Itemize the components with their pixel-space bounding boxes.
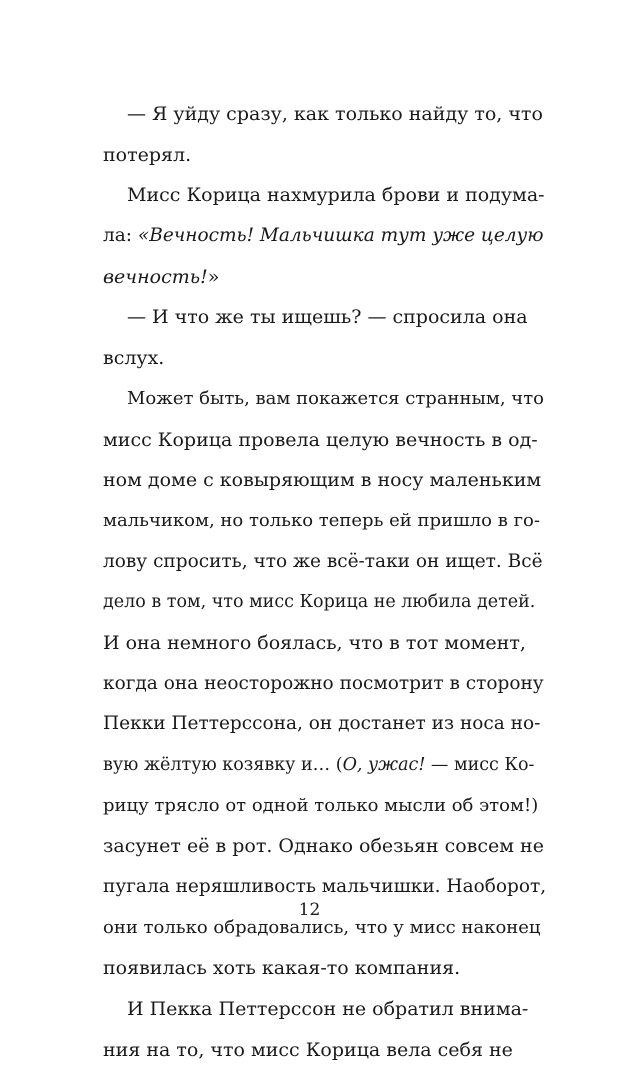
text-line: Мисс Корица нахмурила брови и подума- [127,184,545,207]
text-line [103,257,546,298]
text-line: дело в том, что мисс Корица не любила детей. [103,592,536,613]
text-line: Может быть, вам покажется странным, что [127,387,545,409]
text-line: мисс Корица провела целую вечность в од- [103,428,538,451]
text-line: они только обрадовались, что у мисс наконец [103,916,541,938]
text-line: потерял. [103,143,192,166]
text-line: когда она неосторожно посмотрит в сторону [103,672,544,694]
text-line: мальчиком, но только теперь ей пришло в го- [103,509,540,531]
text-line: ном доме с ковыряющим в носу маленьким [103,469,542,492]
text-fragment: ла: [103,225,138,247]
text-line: лову спросить, что же всё-таки он ищет. Всё [103,550,543,572]
italic-exclamation: О, ужас! [342,755,426,775]
text-line: ния на то, что мисс Корица вела себя не [103,1038,513,1061]
text-line: Пекки Петтерссона, он достанет из носа но- [103,713,541,735]
text-line: появилась хоть какая-то компания. [103,957,461,980]
text-fragment: вую жёлтую козявку и… ( [103,755,343,775]
text-line: И она немного боялась, что в тот момент, [103,631,526,654]
text-line: засунет её в рот. Однако обезьян совсем не [103,835,544,858]
text-line: — И что же ты ищешь? — спросила она [127,306,528,329]
body-text [103,94,546,1071]
text-line: рицу трясло от одной только мысли об этом!) [103,794,539,816]
text-line: — Я уйду сразу, как только найду то, что [127,103,543,125]
text-fragment: » [207,265,220,288]
italic-quote: вечность! [103,265,208,288]
text-line: И Пекка Петтерссон не обратил внима- [127,998,529,1021]
text-fragment: — мисс Ко- [425,755,535,775]
text-line [103,216,546,257]
text-line [103,745,546,786]
text-line: вслух. [103,347,165,370]
text-line: пугала неряшливость мальчишки. Наоборот, [103,876,547,898]
page-number: 12 [298,900,321,920]
italic-quote: «Вечность! Мальчишка тут уже целую [137,225,544,247]
